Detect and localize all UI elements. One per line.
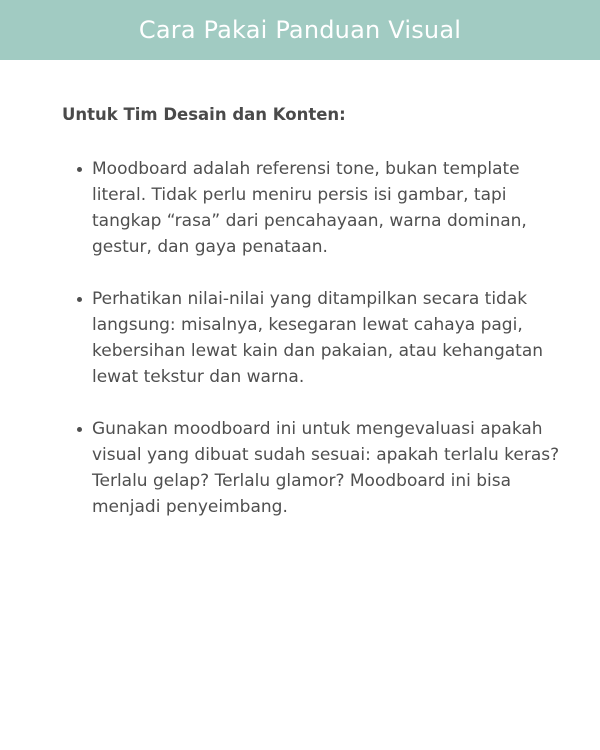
bullet-icon [77,297,82,302]
page-title: Cara Pakai Panduan Visual [138,16,462,44]
bullet-icon [77,167,82,172]
list-item-text: Gunakan moodboard ini untuk mengevaluasi apakah visual yang dibuat sudah sesuai: apakah terlalu keras? Terlalu gelap? Terlalu glamor? Moodboard ini bisa menjadi penyeimbang. [92,419,560,517]
list-item-text: Moodboard adalah referensi tone, bukan template literal. Tidak perlu meniru persis isi gambar, tapi tangkap “rasa” dari pencahayaan, warna dominan, gestur, dan gaya penataan. [92,159,527,257]
list-item [62,286,562,390]
bullet-icon [77,427,82,432]
section-heading: Untuk Tim Desain dan Konten: [62,105,346,124]
list-item [62,416,562,520]
header-bar [0,0,600,60]
list-item [62,156,562,260]
guideline-list [62,156,562,520]
content-section [62,102,562,546]
list-item-text: Perhatikan nilai-nilai yang ditampilkan secara tidak langsung: misalnya, kesegaran lewat cahaya pagi, kebersihan lewat kain dan pakaian, atau kehangatan lewat tekstur dan warna. [92,289,544,387]
